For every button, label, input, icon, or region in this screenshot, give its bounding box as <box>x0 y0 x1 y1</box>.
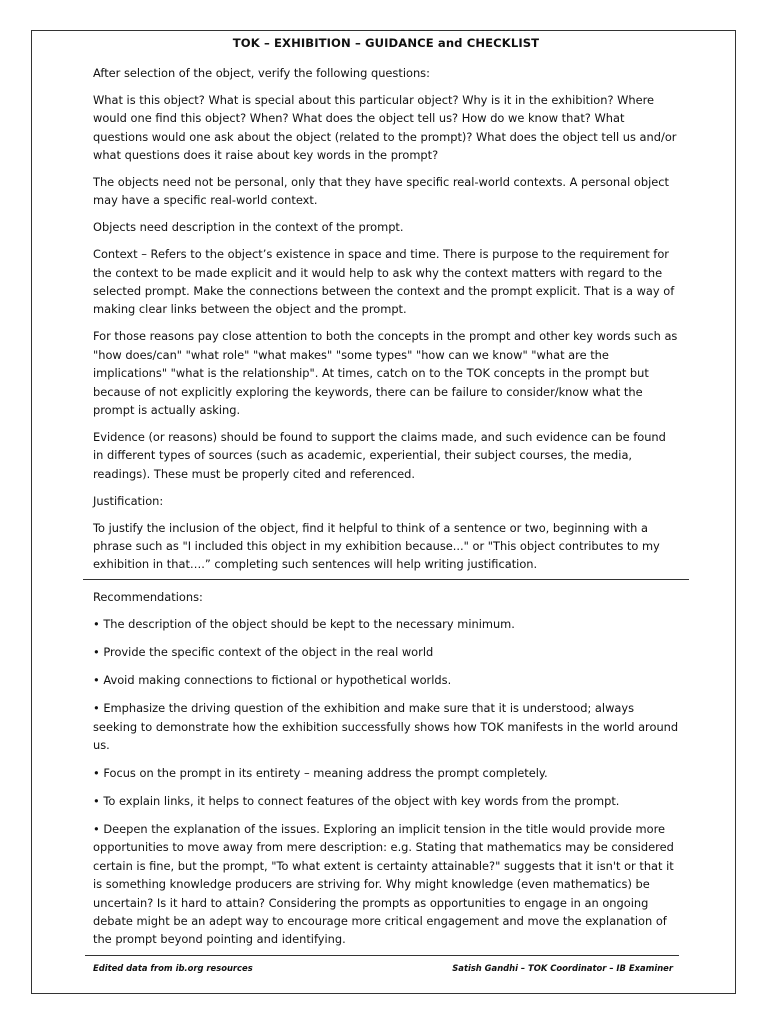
evidence-paragraph: Evidence (or reasons) should be found to support the claims made, and such evidence can be found in different types of sources (such as academic, experiential, their subject courses, the media, readings). These must be properly cited and referenced. <box>93 429 666 481</box>
questions-paragraph: What is this object? What is special about this particular object? Why is it in the exhibition? Where would one find this object? When? What does the object tell us? How do we know that? What questions would one ask about the object (related to the prompt)? What does the object tell us and/or what questions does it raise about key words in the prompt? <box>93 92 677 163</box>
personal-objects-paragraph: The objects need not be personal, only that they have specific real-world contexts. A personal object may have a specific real-world context. <box>93 175 669 208</box>
recommendation-item: • Focus on the prompt in its entirety – meaning address the prompt completely. <box>93 765 548 780</box>
context-paragraph: Context – Refers to the object’s existence in space and time. There is purpose to the requirement for the context to be made explicit and it would help to ask why the context matters with regard to the selected prompt. Make the connections between the context and the prompt explicit. That is a way of making clear links between the object and the prompt. <box>93 247 675 317</box>
justification-heading: Justification: <box>93 493 164 508</box>
document-body <box>93 34 679 958</box>
recommendation-item: • To explain links, it helps to connect features of the object with key words from the prompt. <box>93 793 620 808</box>
footer-source: Edited data from ib.org resources <box>93 963 253 973</box>
page-title: TOK – EXHIBITION – GUIDANCE and CHECKLIST <box>232 36 540 50</box>
intro-paragraph: After selection of the object, verify the following questions: <box>93 66 430 80</box>
recommendation-item: • Emphasize the driving question of the exhibition and make sure that it is understood; always seeking to demonstrate how the exhibition successfully shows how TOK manifests in the world around us. <box>93 701 679 752</box>
section-divider <box>83 579 689 580</box>
keywords-paragraph: For those reasons pay close attention to both the concepts in the prompt and other key words such as "how does/can" "what role" "what makes" "some types" "how can we know" "what are the implications" "what is the relationship". At times, catch on to the TOK concepts in the prompt but because of not explicitly exploring the keywords, there can be failure to consider/know what the prompt is actually asking. <box>93 329 678 417</box>
recommendations-heading: Recommendations: <box>93 590 203 605</box>
recommendation-item: • The description of the object should be kept to the necessary minimum. <box>93 617 515 632</box>
recommendation-item: • Avoid making connections to fictional or hypothetical worlds. <box>93 673 452 688</box>
recommendation-item: • Provide the specific context of the object in the real world <box>93 645 434 660</box>
description-paragraph: Objects need description in the context of the prompt. <box>93 220 404 235</box>
justification-paragraph: To justify the inclusion of the object, find it helpful to think of a sentence or two, beginning with a phrase such as "I included this object in my exhibition because..." or "This object contributes to my exhibition in that….” completing such sentences will help writing justification. <box>93 520 660 572</box>
page-footer <box>93 963 673 973</box>
footer-author: Satish Gandhi – TOK Coordinator – IB Examiner <box>452 963 673 973</box>
recommendation-item: • Deepen the explanation of the issues. Exploring an implicit tension in the title would provide more opportunities to move away from mere description: e.g. Stating that mathematics may be considered certain is fine, but the prompt, "To what extent is certainty attainable?" suggests that it isn't or that it is something knowledge producers are striving for. Why might knowledge (even mathematics) be uncertain? Is it hard to attain? Considering the prompts as opportunities to engage in an ongoing debate might be an adept way to encourage more critical engagement and move the explanation of the prompt beyond pointing and identifying. <box>93 821 674 947</box>
footer-divider <box>85 955 679 956</box>
